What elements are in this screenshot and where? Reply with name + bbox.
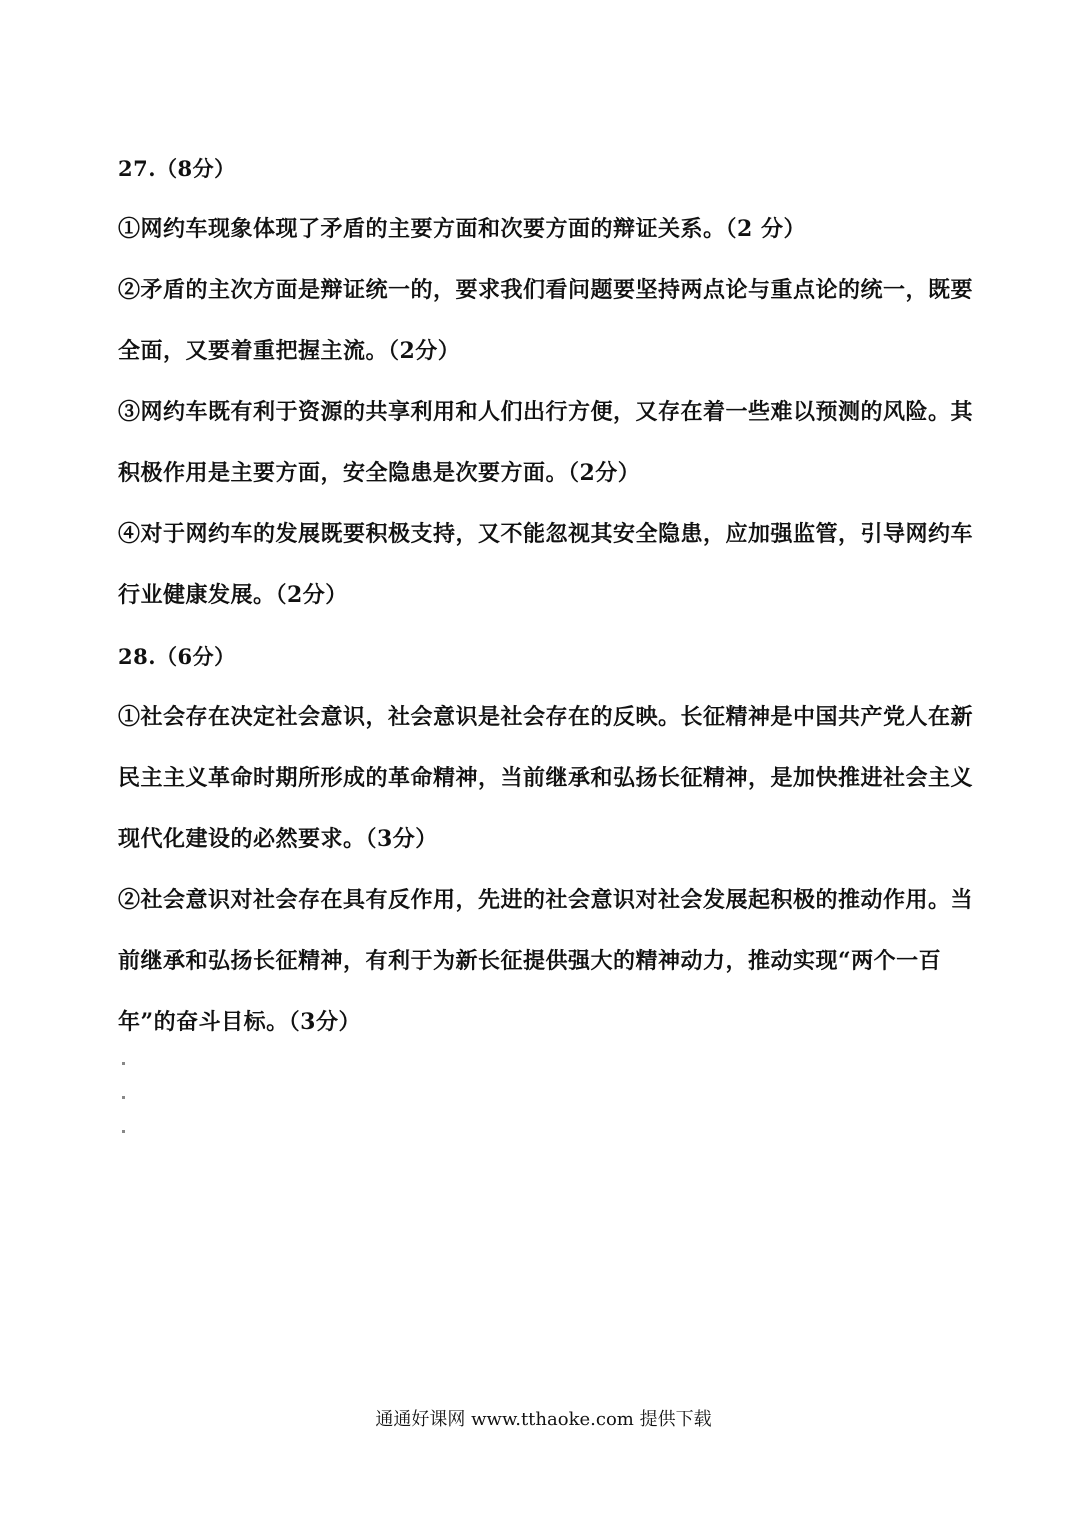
q27-line-3: 全面，又要着重把握主流。（2分） <box>118 338 461 364</box>
q28-line-2: 民主主义革命时期所形成的革命精神，当前继承和弘扬长征精神，是加快推进社会主义 <box>118 765 974 791</box>
q28-line-6: 年”的奋斗目标。（3分） <box>118 1009 361 1035</box>
q28-line-1: ①社会存在决定社会意识，社会意识是社会存在的反映。长征精神是中国共产党人在新 <box>118 704 974 730</box>
page-footer: 通通好课网 www.tthaoke.com 提供下载 <box>375 1409 712 1430</box>
answer-document <box>118 138 978 1155</box>
q27-line-6: ④对于网约车的发展既要积极支持，又不能忽视其安全隐患，应加强监管，引导网约车 <box>118 521 974 547</box>
empty-paragraph-mark <box>118 1087 978 1121</box>
q27-line-5: 积极作用是主要方面，安全隐患是次要方面。（2分） <box>118 460 641 486</box>
q28-line-3: 现代化建设的必然要求。（3分） <box>118 826 438 852</box>
q27-line-2: ②矛盾的主次方面是辩证统一的，要求我们看问题要坚持两点论与重点论的统一，既要 <box>118 277 974 303</box>
q28-line-5: 前继承和弘扬长征精神，有利于为新长征提供强大的精神动力，推动实现“两个一百 <box>118 948 942 974</box>
question-27-heading: 27.（8分） <box>118 156 236 181</box>
q27-line-7: 行业健康发展。（2分） <box>118 582 348 608</box>
question-28-heading: 28.（6分） <box>118 644 236 669</box>
q28-line-4: ②社会意识对社会存在具有反作用，先进的社会意识对社会发展起积极的推动作用。当 <box>118 887 974 913</box>
empty-paragraph-mark <box>118 1121 978 1155</box>
paragraph-mark-icon <box>122 1062 125 1065</box>
paragraph-mark-icon <box>122 1096 125 1099</box>
q27-line-4: ③网约车既有利于资源的共享利用和人们出行方便，又存在着一些难以预测的风险。其 <box>118 399 974 425</box>
empty-paragraph-mark <box>118 1053 978 1087</box>
paragraph-mark-icon <box>122 1130 125 1133</box>
q27-line-1: ①网约车现象体现了矛盾的主要方面和次要方面的辩证关系。（2 分） <box>118 216 806 242</box>
